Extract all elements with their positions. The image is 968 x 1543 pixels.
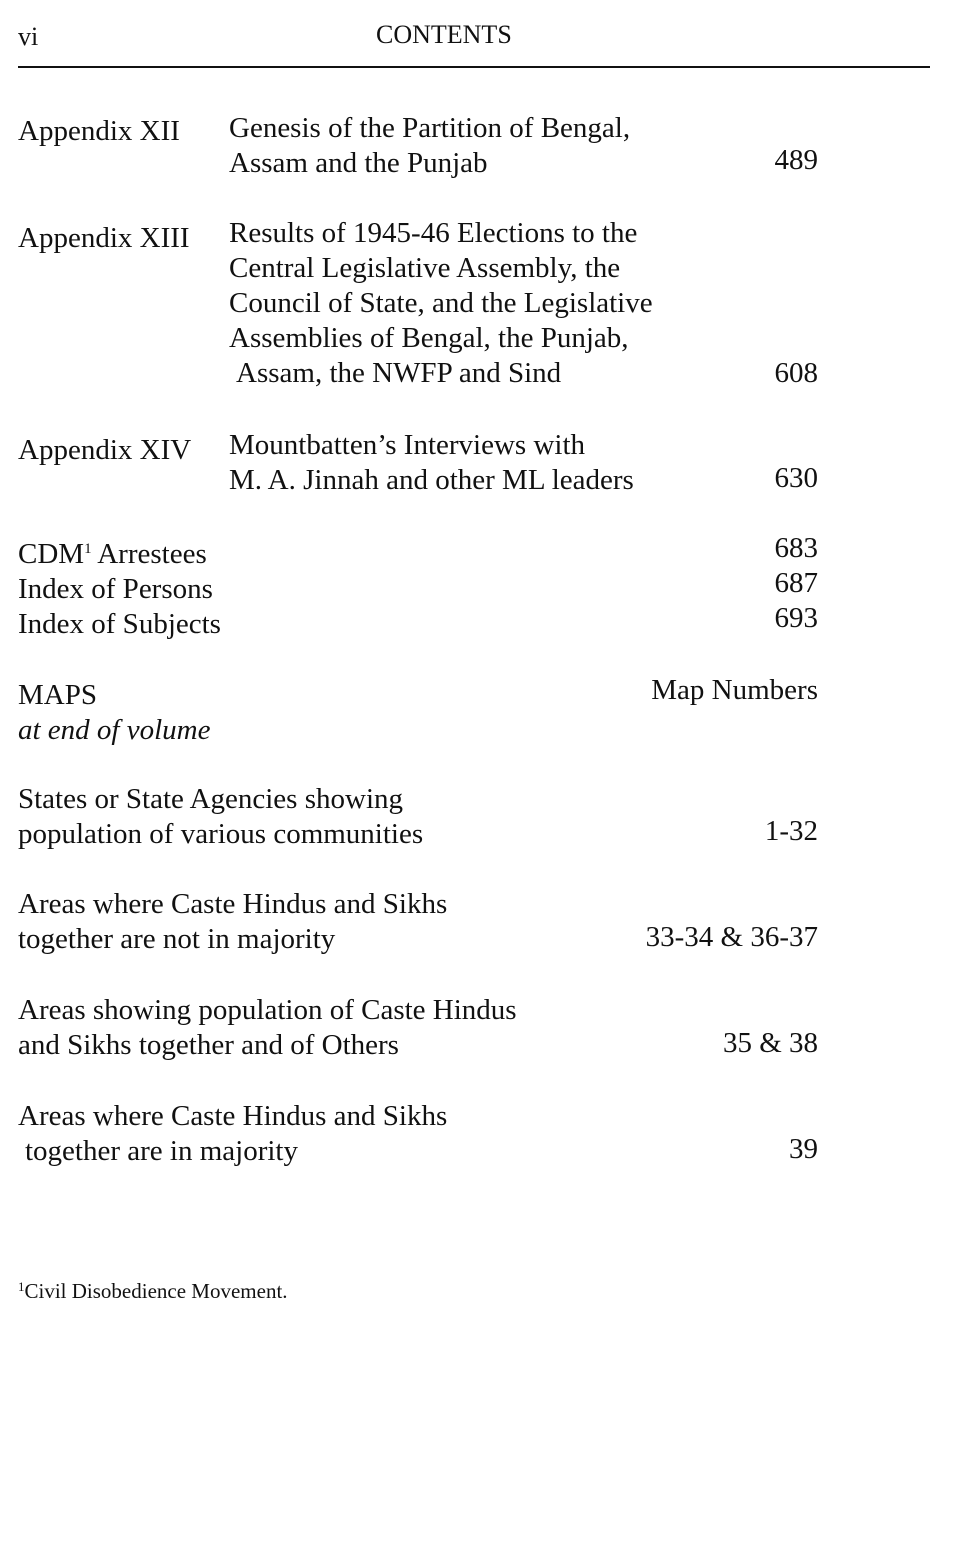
map-numbers: 35 & 38 <box>722 1027 818 1059</box>
appendix-title-line: Central Legislative Assembly, the <box>229 252 621 284</box>
footnote <box>18 1278 288 1304</box>
maps-column-heading: Map Numbers <box>651 674 818 706</box>
appendix-label: Appendix XIII <box>18 222 190 254</box>
footnote-text: Civil Disobedience Movement. <box>24 1279 288 1303</box>
map-numbers: 1-32 <box>764 815 818 847</box>
entry-page: 683 <box>774 532 818 564</box>
map-numbers: 39 <box>789 1133 818 1165</box>
appendix-title <box>229 216 653 391</box>
maps-heading: MAPS <box>18 679 97 711</box>
appendix-page: 630 <box>774 462 818 494</box>
appendix-label: Appendix XII <box>18 115 180 147</box>
footnote-marker: 1 <box>84 541 92 557</box>
map-entry-title <box>18 993 517 1063</box>
entry-title-text: Arrestees <box>91 538 207 570</box>
appendix-title <box>229 428 634 498</box>
appendix-title-line: Assam and the Punjab <box>229 147 488 179</box>
page-number: vi <box>18 22 39 51</box>
maps-subheading: at end of volume <box>18 714 211 746</box>
appendix-title-line: Mountbatten’s Interviews with <box>229 429 586 461</box>
entry-title-text: CDM <box>18 538 85 570</box>
entry-title: Index of Persons <box>18 573 213 605</box>
map-entry-line: together are not in majority <box>18 923 336 955</box>
map-entry-title <box>18 887 447 957</box>
map-entry-line: and Sikhs together and of Others <box>18 1029 399 1061</box>
entry-title: Index of Subjects <box>18 608 221 640</box>
appendix-title-line: M. A. Jinnah and other ML leaders <box>229 464 634 496</box>
entry-title <box>18 537 207 572</box>
page-title: CONTENTS <box>376 20 512 49</box>
appendix-title <box>229 111 630 181</box>
map-entry-line: together are in majority <box>25 1135 298 1167</box>
footnote-marker: 1 <box>18 1279 25 1294</box>
entry-page: 693 <box>774 602 818 634</box>
appendix-page: 608 <box>774 357 818 389</box>
appendix-title-line: Results of 1945-46 Elections to the <box>229 217 638 249</box>
appendix-title-line: Assemblies of Bengal, the Punjab, <box>229 322 629 354</box>
appendix-title-line: Council of State, and the Legislative <box>229 287 653 319</box>
appendix-label: Appendix XIV <box>18 434 192 466</box>
header-rule <box>18 66 930 68</box>
map-numbers: 33-34 & 36-37 <box>645 921 818 953</box>
map-entry-title <box>18 1099 447 1169</box>
entry-page: 687 <box>774 567 818 599</box>
appendix-title-line: Genesis of the Partition of Bengal, <box>229 112 631 144</box>
appendix-title-line: Assam, the NWFP and Sind <box>236 357 562 389</box>
map-entry-line: Areas showing population of Caste Hindus <box>18 994 517 1026</box>
map-entry-line: Areas where Caste Hindus and Sikhs <box>18 888 448 920</box>
map-entry-line: Areas where Caste Hindus and Sikhs <box>18 1100 448 1132</box>
map-entry-title <box>18 782 423 852</box>
map-entry-line: States or State Agencies showing <box>18 783 404 815</box>
appendix-page: 489 <box>774 144 818 176</box>
map-entry-line: population of various communities <box>18 818 424 850</box>
